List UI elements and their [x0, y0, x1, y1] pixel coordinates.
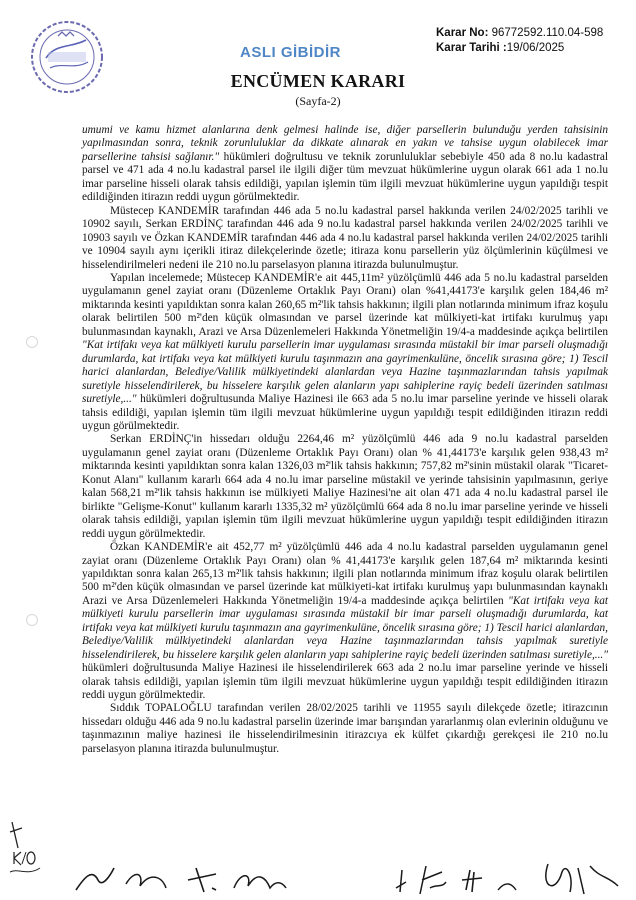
paragraph-6: Sıddık TOPALOĞLU tarafından verilen 28/02/2025 tarihli ve 11955 sayılı dilekçede özetle; itirazcının hissedarı olduğu 446 ada 9 no.lu kadastral parselin üzerinde imar barışından yararlanmış olan evlerinin olduğunu ve taşınmazının maliye hazinesi ile hisselendirilmesinin itirazcıya ek külfet çıkardığı gerekçesi ile 210 no.lu parselasyon planına itirazda bulunulmuştur. [82, 702, 608, 755]
document-title: ENCÜMEN KARARI [230, 71, 406, 91]
paragraph-5-text-b: hükümleri doğrultusunda Maliye Hazinesi ile hisselendirilerek 663 ada 2 no.lu imar parseline yerinde ve hisseli olarak tahsis edildiği, yapılan işlemin tüm ilgili mevzuat hükümlerine uygun yapıldığı tespit edildiğinden itirazın reddi uygun görülmektedir. [82, 662, 608, 702]
paragraph-1-quote: umumi ve kamu hizmet alanlarına denk gelmesi halinde ise, diğer parsellerin bulunduğu yerden tahsisinin yapılmasından sonra, teknik zorunluluklar da dikkate alınarak en yakın ve tahsise uygun olabilecek imar parsellerine tahsisi sağlanır." [82, 124, 608, 163]
handwritten-signatures-icon [70, 858, 630, 898]
paragraph-5-text-a: Özkan KANDEMİR'e ait 452,77 m² yüzölçümlü 446 ada 4 no.lu kadastral parselden uygulamanın genel zayiat oranı (Düzenleme Ortaklık Payı Oranı) olan % 41,44173'e karşılık gelen 187,64 m² miktarında kesinti yapıldıktan sonra kalan 265,13 m²'lik tahsis hakkının; ilgili plan notlarında minimum ifraz koşulu olarak belirtilen 500 m²'den küçük olmasından ve parsel üzerinde kat mülkiyeti-kat irtifakı kurulmuş yapı bulunmasından kaynaklı Arazi ve Arsa Düzenlemeleri Hakkında Yönetmeliğin 19/4-a maddesinde açıkça belirtilen [82, 541, 608, 607]
paragraph-5 [82, 541, 608, 702]
handwritten-margin-initials-icon [6, 818, 46, 878]
decision-date-row [436, 41, 603, 56]
paragraph-1-text: hükümleri doğrultusu ve teknik zorunluluklar sebebiyle 450 ada 8 no.lu kadastral parsel ve 471 ada 4 no.lu kadastral parsel ile ilgili diğer tüm mevzuat hükümlerine uygun olarak 661 ada 1 no.lu imar parseline hisseli olarak tahsis edildiği, yapılan işlemin tüm ilgili mevzuat hükümlerine uygun yapıldığı tespit edildiğinden itirazın reddi uygun görülmektedir. [82, 150, 608, 204]
paragraph-1 [82, 124, 608, 205]
decision-number-value: 96772592.110.04-598 [488, 27, 604, 39]
decision-meta [436, 26, 603, 56]
punch-hole-bottom [26, 614, 38, 626]
decision-body [82, 124, 608, 756]
paragraph-4: Serkan ERDİNÇ'in hissedarı olduğu 2264,46 m² yüzölçümlü 446 ada 9 no.lu kadastral parselden uygulamanın genel zayiat oranı (Düzenleme Ortaklık Payı Oranı) olan % 41,44173'e karşılık gelen 938,43 m² miktarında kesinti yapıldıktan sonra kalan 1326,03 m²'lik tahsis hakkının; 757,82 m²'sinin müstakil olarak "Ticaret-Konut Alanı" kullanım kararlı 664 ada 4 no.lu imar parseline müstakil ve yerinde tahsisinin yapılmasının, geriye kalan 568,21 m²'lik tahsis hakkının ise mülkiyeti Maliye Hazinesi'ne ait olan 471 ada 4 no.lu kadastral parsel ile birlikte "Gelişme-Konut" kullanım kararlı 1335,32 m² yüzölçümlü 664 ada 8 no.lu imar parseline yerinde ve hisseli olarak tahsis edildiği, yapılan işlemin tüm ilgili mevzuat hükümlerine uygun yapıldığı tespit edildiğinden itirazın reddi uygun görülmektedir. [82, 433, 608, 540]
paragraph-3-quote: "Kat irtifakı veya kat mülkiyeti kurulu parsellerin imar uygulaması sırasında müstakil bir imar parseli oluşmadığı durumlarda, kat irtifakı veya kat mülkiyeti kurulu taşınmazın ana gayrimenkulüne, öncelik sırasına göre; 1) Tescil harici alanlardan, Belediye/Valilik mülkiyetindeki alanlardan veya Hazine taşınmazlarından tahsis yapılmak suretiyle hisselendirilerek, bu hisselere karşılık gelen alanların yapı sahiplerine rayiç bedeli üzerinden satılması suretiyle,..." [82, 339, 608, 406]
original-copy-stamp: ASLI GİBİDİR [240, 44, 342, 61]
paragraph-3 [82, 272, 608, 433]
paragraph-3-text-b: hükümleri doğrultusunda Maliye Hazinesi ile 663 ada 5 no.lu imar parseline yerinde ve hisseli olarak tahsis edildiği, yapılan işlemin tüm ilgili mevzuat hükümlerine uygun yapıldığı tespit edildiğinden itirazın reddi uygun görülmektedir. [82, 393, 608, 432]
paragraph-3-text-a: Yapılan incelemede; Müstecep KANDEMİR'e ait 445,11m² yüzölçümlü 446 ada 5 no.lu kadastral parselden uygulamanın genel zayiat oranı (Düzenleme Ortaklık Payı Oranı) olan %41,44173'e karşılık gelen 184,46 m² miktarında kesinti yapıldıktan sonra kalan 260,65 m²'lik tahsis hakkının; ilgili plan notlarında minimum ifraz koşulu olarak belirtilen 500 m²'den küçük olmasından ve parsel üzerinde kat mülkiyeti-kat irtifakı kurulmuş yapı bulunmasından kaynaklı, Arazi ve Arsa Düzenlemeleri Hakkında Yönetmeliğin 19/4-a maddesinde açıkça belirtilen [82, 271, 608, 338]
decision-number-row [436, 26, 603, 41]
decision-date-value: 19/06/2025 [506, 42, 565, 54]
paragraph-2: Müstecep KANDEMİR tarafından 446 ada 5 no.lu kadastral parsel hakkında verilen 24/02/2025 tarihli ve 10902 sayılı, Serkan ERDİNÇ tarafından 446 ada 9 no.lu kadastral parsel hakkında verilen 24/02/2025 tarihli ve 10903 sayılı ve Özkan KANDEMİR tarafından 446 ada 4 no.lu kadastral parsel hakkında verilen 24/02/2025 tarihli ve 10904 sayılı aynı içerikli itiraz dilekçelerinde özetle; itiraza konu parsellerin yüz ölçümlerinin küçülmesi ve hisselendirilmeleri nedeni ile 210 no.lu parselasyon planına itirazda bulunulmuştur. [82, 204, 608, 271]
decision-number-label: Karar No: [436, 27, 489, 39]
decision-date-label: Karar Tarihi : [436, 42, 507, 54]
paragraph-5-quote: "Kat irtifakı veya kat mülkiyeti kurulu parsellerin imar uygulaması sırasında müstakil bir imar parseli oluşmadığı durumlarda, kat irtifakı veya kat mülkiyeti kurulu taşınmazın ana gayrimenkulüne, öncelik sırasına göre; 1) Tescil harici alanlardan, Belediye/Valilik mülkiyetindeki alanlardan veya Hazine taşınmazlarından tahsis yapılmak suretiyle hisselendirilerek, bu hisselere karşılık gelen alanların yapı sahiplerine rayiç bedeli üzerinden satılması suretiyle,..." [82, 594, 608, 661]
page-indicator: (Sayfa-2) [295, 94, 341, 108]
punch-hole-top [26, 336, 38, 348]
